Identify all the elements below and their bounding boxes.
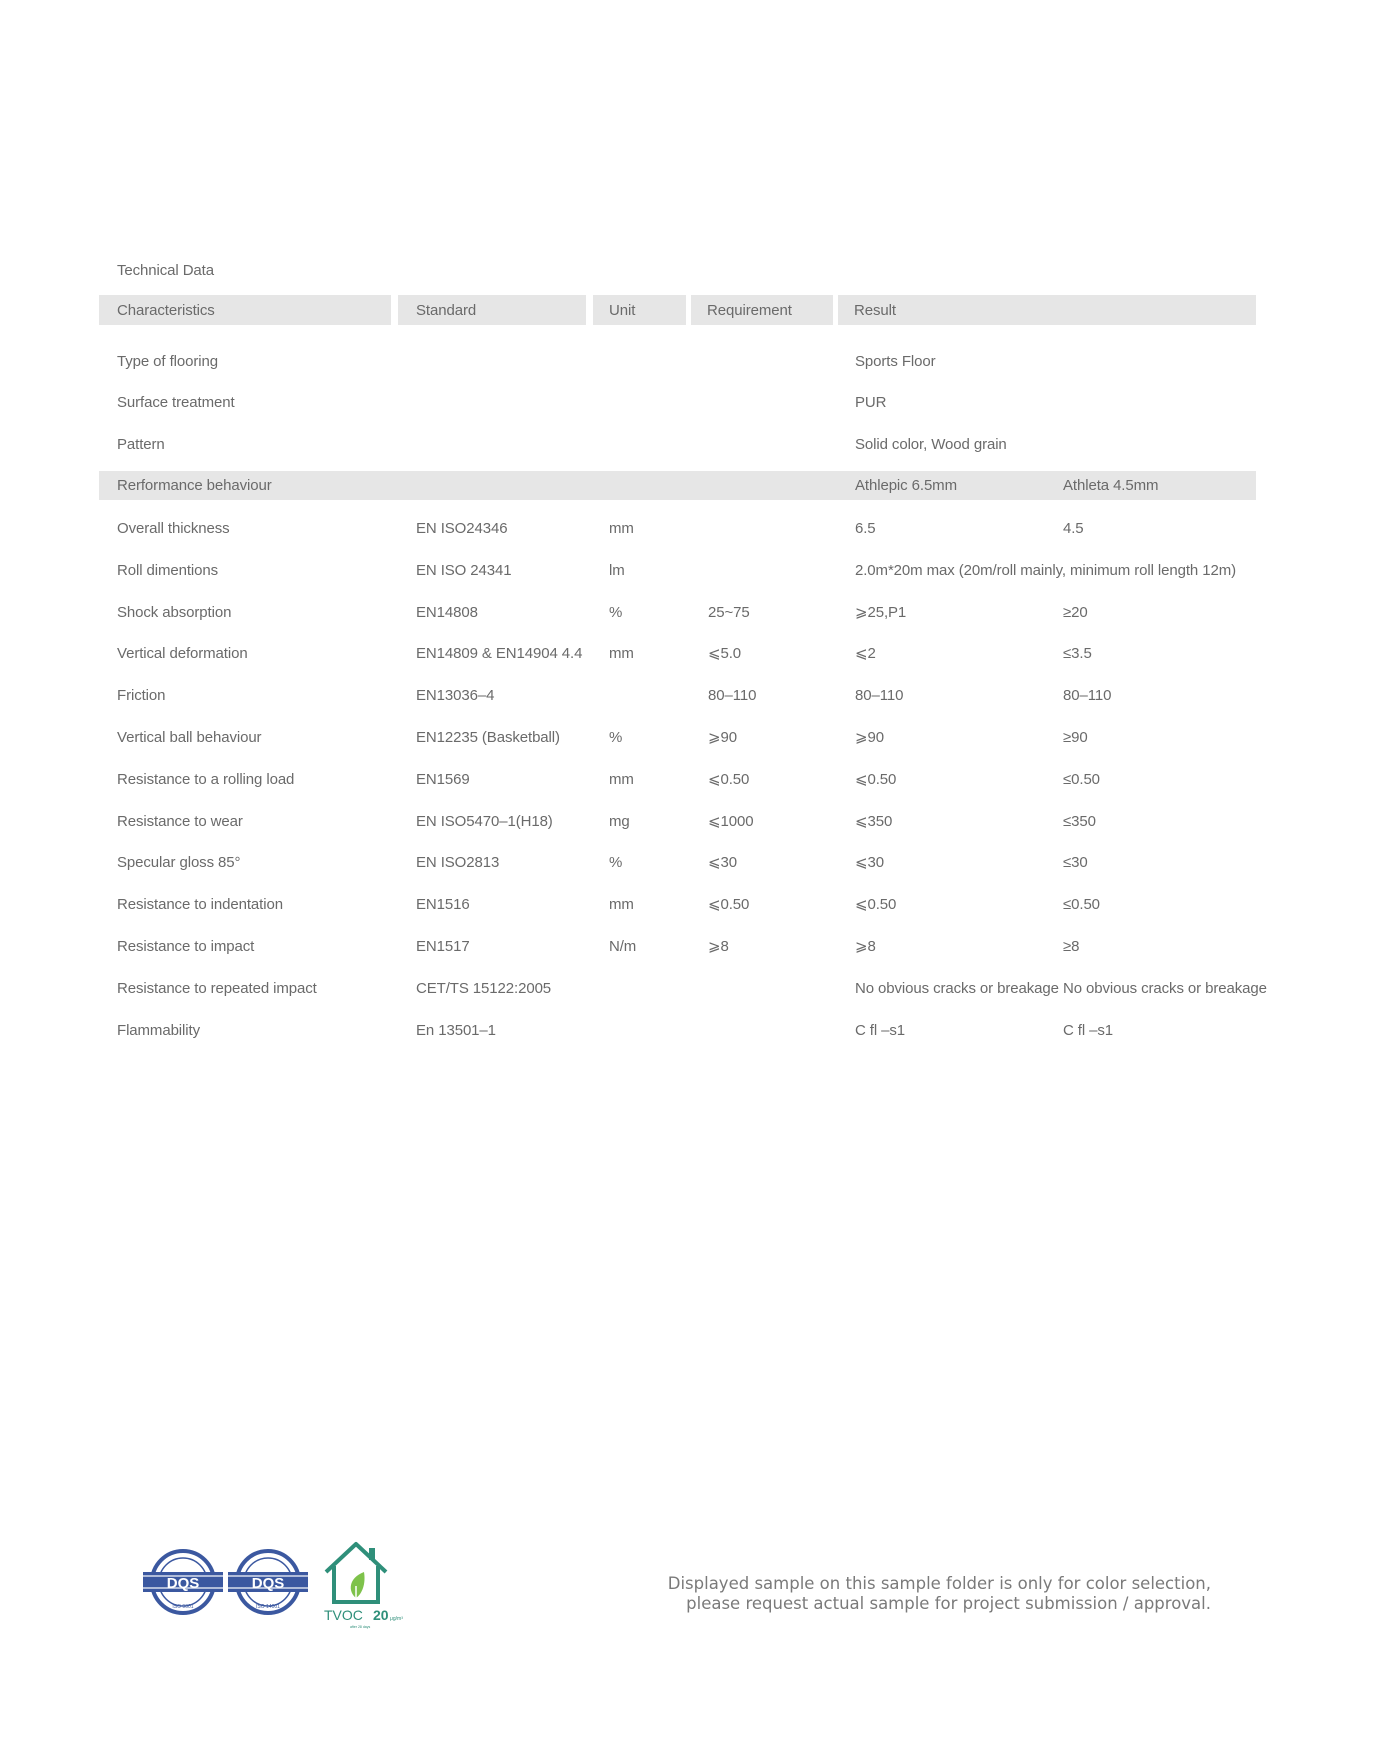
performance-band-product-a: Athlepic 6.5mm xyxy=(855,477,957,494)
row-result-athlepic: ⩽0.50 xyxy=(855,896,897,913)
row-unit: mm xyxy=(609,771,634,788)
performance-band-product-b: Athleta 4.5mm xyxy=(1063,477,1159,494)
row-standard: EN13036–4 xyxy=(416,687,495,704)
row-standard: EN ISO2813 xyxy=(416,854,500,871)
row-result-athlepic: 2.0m*20m max (20m/roll mainly, minimum roll length 12m) xyxy=(855,562,1236,579)
row-requirement: ⩾90 xyxy=(708,729,737,746)
row-result-athleta: ≤350 xyxy=(1063,813,1096,830)
row-result-athleta: ≥20 xyxy=(1063,604,1088,621)
general-row-label: Surface treatment xyxy=(117,394,235,411)
row-result-athleta: C fl –s1 xyxy=(1063,1022,1114,1039)
row-result-athleta: ≤0.50 xyxy=(1063,771,1100,788)
row-standard: En 13501–1 xyxy=(416,1022,496,1039)
row-result-athleta: 80–110 xyxy=(1063,687,1112,704)
row-unit: N/m xyxy=(609,938,637,955)
row-characteristic: Resistance to impact xyxy=(117,938,255,955)
row-standard: EN ISO 24341 xyxy=(416,562,512,579)
row-requirement: ⩽30 xyxy=(708,854,737,871)
svg-text:ISO 9001: ISO 9001 xyxy=(172,1604,194,1610)
section-title: Technical Data xyxy=(117,262,214,279)
row-result-athlepic: ⩽30 xyxy=(855,854,884,871)
row-characteristic: Vertical ball behaviour xyxy=(117,729,262,746)
svg-text:20: 20 xyxy=(373,1607,389,1623)
row-requirement: 80–110 xyxy=(708,687,757,704)
header-result: Result xyxy=(854,302,896,319)
row-requirement: 25~75 xyxy=(708,604,750,621)
row-characteristic: Friction xyxy=(117,687,166,704)
svg-text:DQS: DQS xyxy=(166,1575,200,1592)
row-result-athleta: 4.5 xyxy=(1063,520,1084,537)
row-standard: EN14809 & EN14904 4.4 xyxy=(416,645,583,662)
row-result-athleta: ≤3.5 xyxy=(1063,645,1092,662)
row-result-athlepic: ⩽2 xyxy=(855,645,876,662)
row-unit: lm xyxy=(609,562,625,579)
sample-disclaimer-line1: Displayed sample on this sample folder is only for color selection, xyxy=(667,1574,1211,1593)
general-row-result: PUR xyxy=(855,394,887,411)
row-standard: EN1517 xyxy=(416,938,470,955)
row-characteristic: Resistance to a rolling load xyxy=(117,771,295,788)
general-row-label: Pattern xyxy=(117,436,165,453)
row-requirement: ⩽5.0 xyxy=(708,645,742,662)
row-unit: mg xyxy=(609,813,630,830)
row-unit: % xyxy=(609,854,623,871)
row-characteristic: Flammability xyxy=(117,1022,200,1039)
row-characteristic: Shock absorption xyxy=(117,604,232,621)
row-result-athleta: ≤0.50 xyxy=(1063,896,1100,913)
general-row-result: Sports Floor xyxy=(855,353,936,370)
row-characteristic: Resistance to indentation xyxy=(117,896,283,913)
svg-text:after 28 days: after 28 days xyxy=(350,1625,371,1629)
row-result-athlepic: No obvious cracks or breakage xyxy=(855,980,1059,997)
general-row-label: Type of flooring xyxy=(117,353,218,370)
row-unit: mm xyxy=(609,520,634,537)
row-result-athlepic: ⩾25,P1 xyxy=(855,604,907,621)
svg-text:DQS: DQS xyxy=(251,1575,285,1592)
row-result-athleta: ≤30 xyxy=(1063,854,1088,871)
row-requirement: ⩽1000 xyxy=(708,813,754,830)
row-requirement: ⩽0.50 xyxy=(708,896,750,913)
performance-band-label: Rerformance behaviour xyxy=(117,477,272,494)
row-characteristic: Roll dimentions xyxy=(117,562,219,579)
row-standard: EN1569 xyxy=(416,771,470,788)
row-standard: EN14808 xyxy=(416,604,478,621)
dqs-iso14001-logo xyxy=(228,1548,308,1616)
row-standard: EN1516 xyxy=(416,896,470,913)
row-requirement: ⩽0.50 xyxy=(708,771,750,788)
tvoc-logo xyxy=(320,1540,420,1630)
row-characteristic: Vertical deformation xyxy=(117,645,248,662)
row-result-athleta: ≥8 xyxy=(1063,938,1080,955)
row-unit: % xyxy=(609,604,623,621)
row-characteristic: Overall thickness xyxy=(117,520,230,537)
row-characteristic: Resistance to wear xyxy=(117,813,243,830)
row-unit: % xyxy=(609,729,623,746)
row-result-athleta: ≥90 xyxy=(1063,729,1088,746)
row-characteristic: Specular gloss 85° xyxy=(117,854,241,871)
header-unit: Unit xyxy=(609,302,636,319)
row-unit: mm xyxy=(609,896,634,913)
svg-text:ISO 14001: ISO 14001 xyxy=(256,1604,280,1610)
row-requirement: ⩾8 xyxy=(708,938,729,955)
row-standard: EN12235 (Basketball) xyxy=(416,729,560,746)
row-unit: mm xyxy=(609,645,634,662)
svg-text:TVOC: TVOC xyxy=(324,1607,363,1623)
row-standard: EN ISO24346 xyxy=(416,520,508,537)
row-result-athlepic: ⩾8 xyxy=(855,938,876,955)
dqs-iso9001-logo xyxy=(143,1548,223,1616)
row-result-athlepic: ⩾90 xyxy=(855,729,884,746)
header-cell-unit xyxy=(593,295,686,325)
sample-disclaimer xyxy=(668,1574,1211,1614)
header-characteristics: Characteristics xyxy=(117,302,215,319)
header-standard: Standard xyxy=(416,302,477,319)
row-result-athlepic: C fl –s1 xyxy=(855,1022,906,1039)
row-result-athlepic: 6.5 xyxy=(855,520,876,537)
header-requirement: Requirement xyxy=(707,302,792,319)
row-result-athlepic: ⩽0.50 xyxy=(855,771,897,788)
row-result-athlepic: ⩽350 xyxy=(855,813,893,830)
sample-disclaimer-line2: please request actual sample for project submission / approval. xyxy=(686,1594,1211,1613)
row-characteristic: Resistance to repeated impact xyxy=(117,980,317,997)
row-result-athlepic: 80–110 xyxy=(855,687,904,704)
header-cell-result xyxy=(838,295,1256,325)
row-standard: CET/TS 15122:2005 xyxy=(416,980,552,997)
row-result-athleta: No obvious cracks or breakage xyxy=(1063,980,1267,997)
row-standard: EN ISO5470–1(H18) xyxy=(416,813,553,830)
svg-text:μg/m³: μg/m³ xyxy=(390,1616,403,1622)
general-row-result: Solid color, Wood grain xyxy=(855,436,1007,453)
